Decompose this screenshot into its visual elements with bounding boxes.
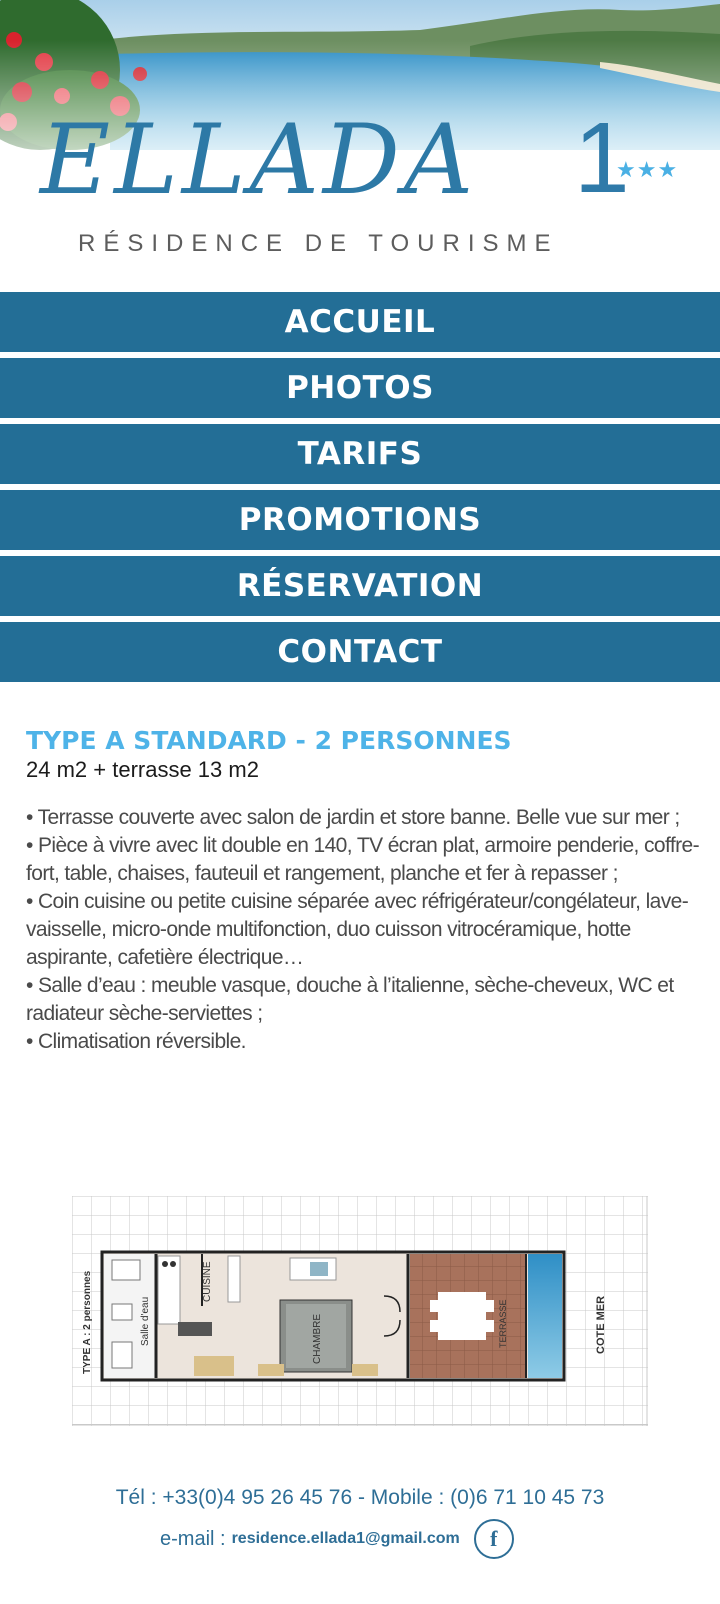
footer-phone: Tél : +33(0)4 95 26 45 76 - Mobile : (0)6 71 10 45 73: [115, 1486, 605, 1509]
apartment-description: [26, 726, 706, 1056]
apartment-size: 24 m2 + terrasse 13 m2: [26, 757, 259, 782]
feature-item: • Pièce à vivre avec lit double en 140, TV écran plat, armoire penderie, coffre-fort, table, chaises, fauteuil et rangement, planche et fer à repasser ;: [26, 834, 699, 885]
nav-item-reservation[interactable]: RÉSERVATION: [0, 556, 720, 616]
footer-email-row: [160, 1518, 514, 1560]
main-navigation: [0, 292, 720, 688]
plan-label-salle: Salle d'eau: [140, 1296, 151, 1346]
logo-tagline: RÉSIDENCE DE TOURISME: [78, 230, 559, 257]
apartment-type-title: TYPE A STANDARD - 2 PERSONNES: [26, 726, 512, 755]
feature-item: • Terrasse couverte avec salon de jardin et store banne. Belle vue sur mer ;: [26, 806, 680, 829]
feature-item: • Coin cuisine ou petite cuisine séparée avec réfrigérateur/congélateur, lave-vaisselle, micro-onde multifonction, duo cuisson vitrocéramique, hotte aspirante, cafetière électrique…: [26, 890, 689, 969]
nav-item-promotions[interactable]: PROMOTIONS: [0, 490, 720, 550]
nav-item-photos[interactable]: PHOTOS: [0, 358, 720, 418]
floor-plan-diagram: [72, 1196, 648, 1426]
header-banner: [0, 0, 720, 286]
nav-item-tarifs[interactable]: TARIFS: [0, 424, 720, 484]
nav-item-contact[interactable]: CONTACT: [0, 622, 720, 682]
email-label: e-mail :: [160, 1527, 226, 1550]
feature-list: [26, 804, 706, 1056]
logo-number: 1: [574, 102, 630, 214]
rating-stars-icon: ★★★: [616, 158, 679, 183]
logo-wordmark: ELLADA: [40, 104, 478, 216]
facebook-icon[interactable]: f: [474, 1519, 514, 1559]
plan-label-cuisine: CUISINE: [202, 1261, 213, 1302]
plan-label-cote-mer: COTE MER: [595, 1295, 607, 1354]
feature-item: • Salle d’eau : meuble vasque, douche à l’italienne, sèche-cheveux, WC et radiateur sèche-serviettes ;: [26, 974, 674, 1025]
email-link[interactable]: residence.ellada1@gmail.com: [231, 1530, 460, 1547]
feature-item: • Climatisation réversible.: [26, 1030, 246, 1053]
plan-label-terrasse: TERRASSE: [498, 1299, 508, 1348]
plan-label-type: TYPE A : 2 personnes: [82, 1270, 93, 1374]
plan-label-chambre: CHAMBRE: [312, 1313, 323, 1364]
nav-item-accueil[interactable]: ACCUEIL: [0, 292, 720, 352]
